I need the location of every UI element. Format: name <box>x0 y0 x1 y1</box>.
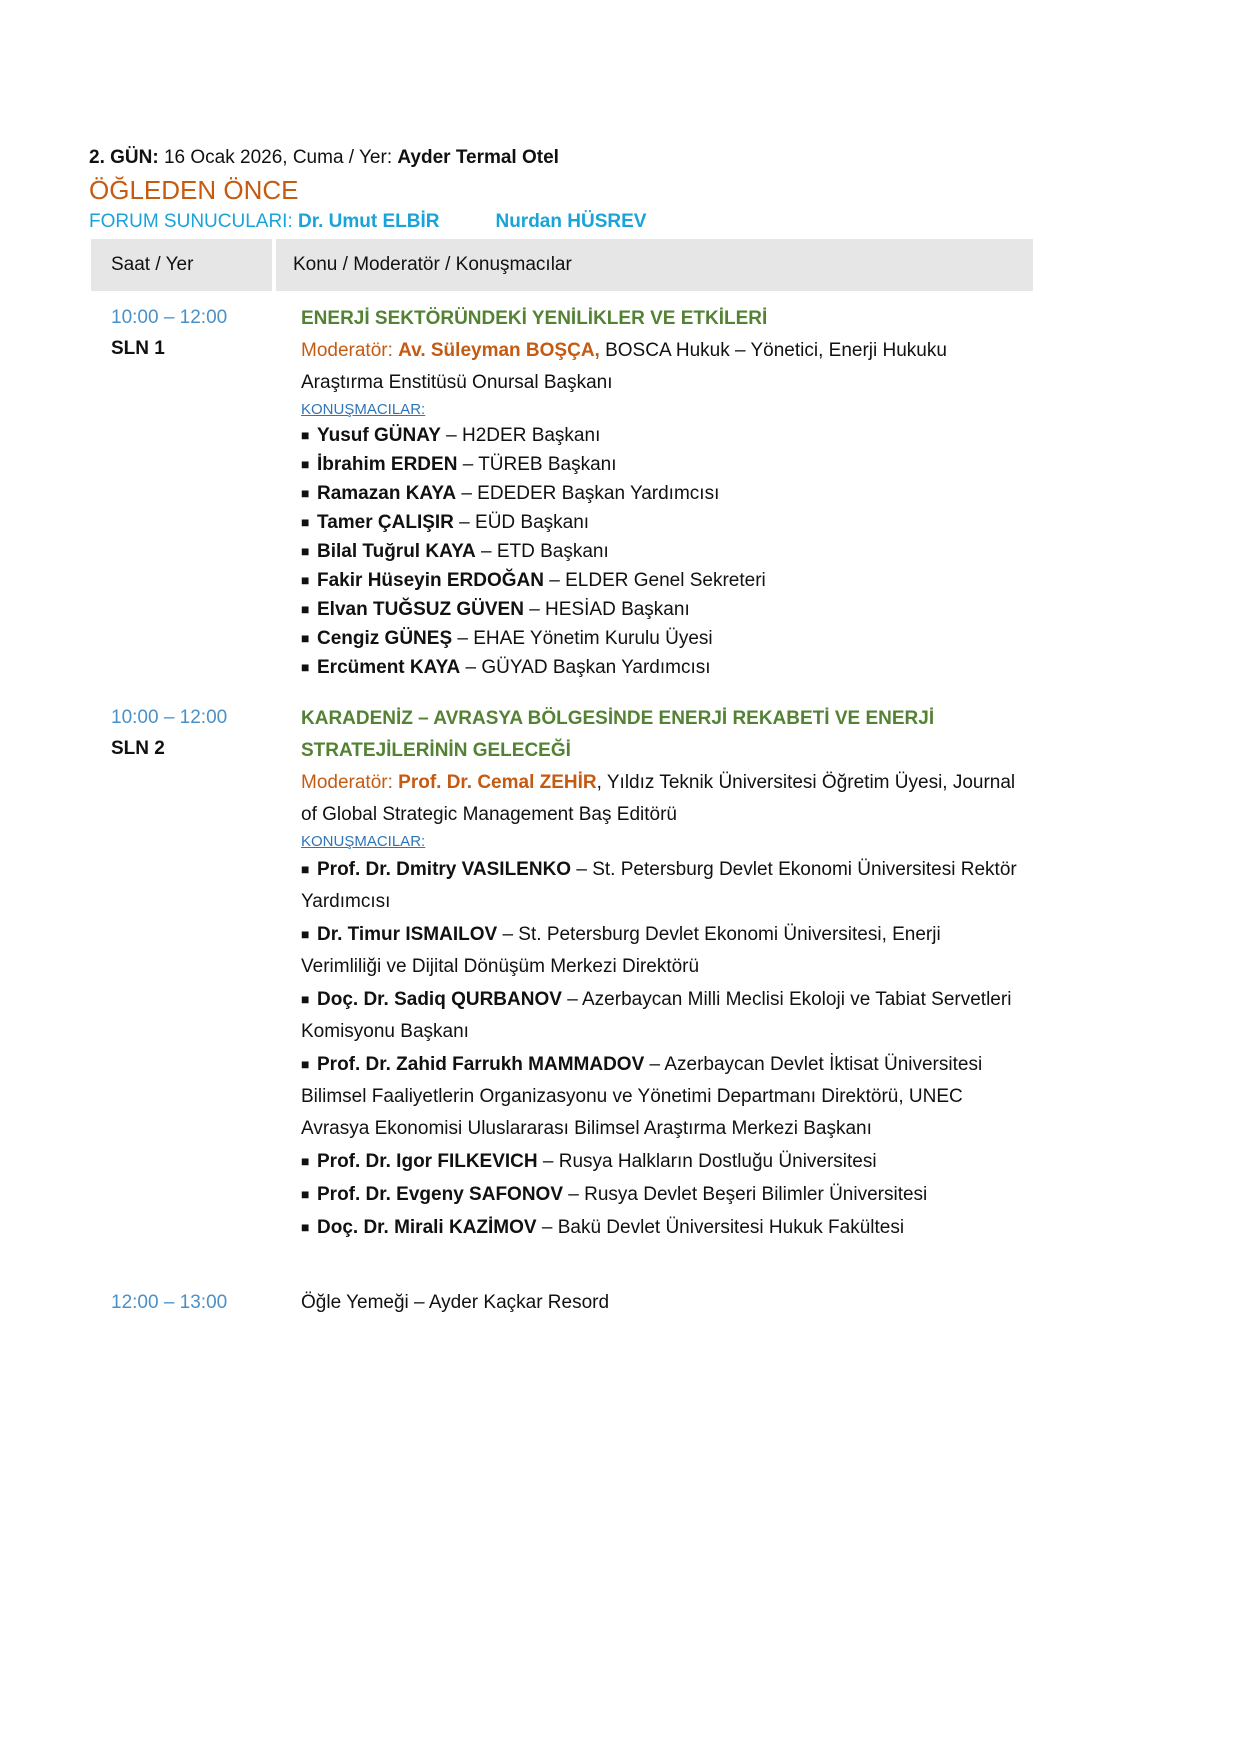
speaker-desc: – Azerbaycan Milli Meclisi Ekoloji ve Tabiat Servetleri Komisyonu Başkanı <box>301 989 1012 1042</box>
venue-name: Ayder Termal Otel <box>397 147 559 168</box>
square-bullet-icon: ■ <box>301 926 310 942</box>
session-time: 10:00 – 12:00 <box>111 707 228 728</box>
hosts-label: FORUM SUNUCULARI: <box>89 211 299 232</box>
speaker-item <box>301 653 1021 682</box>
day-label: 2. GÜN: <box>89 147 159 168</box>
speaker-item <box>301 1048 1021 1145</box>
speaker-name: Doç. Dr. Sadiq QURBANOV <box>317 989 562 1010</box>
speaker-item <box>301 1178 1021 1211</box>
speaker-desc: – Rusya Halkların Dostluğu Üniversitesi <box>537 1151 877 1172</box>
speaker-name: Prof. Dr. Dmitry VASILENKO <box>317 859 572 880</box>
time-column-header: Saat / Yer <box>91 239 276 291</box>
speaker-name: Tamer ÇALIŞIR <box>317 512 454 533</box>
lunch-time: 12:00 – 13:00 <box>111 1292 228 1313</box>
speaker-desc: – St. Petersburg Devlet Ekonomi Üniversitesi Rektör Yardımcısı <box>301 859 1017 912</box>
host-2: Nurdan HÜSREV <box>495 211 647 232</box>
moderator-desc: , Yıldız Teknik Üniversitesi Öğretim Üyesi, Journal of Global Strategic Management Baş Editörü <box>301 772 1016 825</box>
speakers-label: KONUŞMACILAR: <box>301 833 426 850</box>
moderator-name: Av. Süleyman BOŞÇA, <box>398 340 600 361</box>
square-bullet-icon: ■ <box>301 1153 310 1169</box>
speaker-name: Bilal Tuğrul KAYA <box>317 541 476 562</box>
speaker-name: Dr. Timur ISMAILOV <box>317 924 498 945</box>
session-topic-cell <box>301 703 1021 1244</box>
speaker-name: Ramazan KAYA <box>317 483 457 504</box>
speaker-desc: – GÜYAD Başkan Yardımcısı <box>460 657 711 678</box>
session-moderator <box>301 335 1021 399</box>
square-bullet-icon: ■ <box>301 1219 310 1235</box>
speaker-desc: – Bakü Devlet Üniversitesi Hukuk Fakültesi <box>536 1217 905 1238</box>
speaker-name: Fakir Hüseyin ERDOĞAN <box>317 570 544 591</box>
speaker-item <box>301 537 1021 566</box>
square-bullet-icon: ■ <box>301 485 310 501</box>
speaker-desc: – ETD Başkanı <box>475 541 609 562</box>
speaker-item <box>301 595 1021 624</box>
speaker-desc: – H2DER Başkanı <box>440 425 601 446</box>
speaker-item <box>301 479 1021 508</box>
speaker-name: Prof. Dr. Evgeny SAFONOV <box>317 1184 563 1205</box>
square-bullet-icon: ■ <box>301 456 310 472</box>
speaker-name: Yusuf GÜNAY <box>317 425 441 446</box>
lunch-topic-cell <box>301 1288 1021 1318</box>
speaker-name: İbrahim ERDEN <box>317 454 458 475</box>
speaker-name: Ercüment KAYA <box>317 657 461 678</box>
session-time-cell <box>111 703 281 765</box>
square-bullet-icon: ■ <box>301 630 310 646</box>
moderator-label: Moderatör: <box>301 772 399 793</box>
square-bullet-icon: ■ <box>301 427 310 443</box>
square-bullet-icon: ■ <box>301 1186 310 1202</box>
speaker-item <box>301 1145 1021 1178</box>
session-moderator <box>301 767 1021 831</box>
speaker-item <box>301 983 1021 1048</box>
speaker-item <box>301 918 1021 983</box>
topic-column-header: Konu / Moderatör / Konuşmacılar <box>276 239 1033 291</box>
speaker-desc: – ELDER Genel Sekreteri <box>544 570 766 591</box>
square-bullet-icon: ■ <box>301 543 310 559</box>
moderator-name: Prof. Dr. Cemal ZEHİR <box>398 772 597 793</box>
session-title: ENERJİ SEKTÖRÜNDEKİ YENİLİKLER VE ETKİLERİ <box>301 308 768 329</box>
day-date: 16 Ocak 2026, Cuma / Yer: <box>158 147 398 168</box>
speakers-label: KONUŞMACILAR: <box>301 401 426 418</box>
speaker-desc: – EÜD Başkanı <box>453 512 590 533</box>
speaker-desc: – St. Petersburg Devlet Ekonomi Üniversitesi, Enerji Verimliliği ve Dijital Dönüşüm Merkezi Direktörü <box>301 924 941 977</box>
host-1: Dr. Umut ELBİR <box>298 211 440 232</box>
square-bullet-icon: ■ <box>301 1056 310 1072</box>
moderator-desc: BOSCA Hukuk – Yönetici, Enerji Hukuku Araştırma Enstitüsü Onursal Başkanı <box>301 340 947 393</box>
speaker-desc: – EHAE Yönetim Kurulu Üyesi <box>452 628 713 649</box>
square-bullet-icon: ■ <box>301 601 310 617</box>
speaker-item <box>301 566 1021 595</box>
speaker-desc: – Azerbaycan Devlet İktisat Üniversitesi Bilimsel Faaliyetlerin Organizasyonu ve Yönetimi Departmanı Direktörü, UNEC Avrasya Ekonomisi Uluslararası Bilimsel Araştırma Merkezi Başkanı <box>301 1054 983 1139</box>
square-bullet-icon: ■ <box>301 572 310 588</box>
session-topic-cell <box>301 303 1021 682</box>
square-bullet-icon: ■ <box>301 659 310 675</box>
speaker-item <box>301 624 1021 653</box>
moderator-label: Moderatör: <box>301 340 399 361</box>
square-bullet-icon: ■ <box>301 861 310 877</box>
session-time: 10:00 – 12:00 <box>111 307 228 328</box>
speaker-item <box>301 421 1021 450</box>
speaker-desc: – HESİAD Başkanı <box>523 599 690 620</box>
speaker-name: Elvan TUĞSUZ GÜVEN <box>317 599 524 620</box>
speaker-item <box>301 853 1021 918</box>
day-header <box>89 146 559 170</box>
speaker-desc: – Rusya Devlet Beşeri Bilimler Üniversitesi <box>563 1184 928 1205</box>
speaker-name: Doç. Dr. Mirali KAZİMOV <box>317 1217 537 1238</box>
session-time-cell <box>111 303 281 365</box>
session-code: SLN 2 <box>111 738 165 759</box>
square-bullet-icon: ■ <box>301 991 310 1007</box>
speaker-name: Prof. Dr. Zahid Farrukh MAMMADOV <box>317 1054 645 1075</box>
table-header <box>91 239 1033 291</box>
square-bullet-icon: ■ <box>301 514 310 530</box>
speaker-item <box>301 1211 1021 1244</box>
speaker-name: Cengiz GÜNEŞ <box>317 628 453 649</box>
speaker-item <box>301 450 1021 479</box>
session-title: KARADENİZ – AVRASYA BÖLGESİNDE ENERJİ REKABETİ VE ENERJİ STRATEJİLERİNİN GELECEĞİ <box>301 708 935 761</box>
session-code: SLN 1 <box>111 338 165 359</box>
lunch-text: Öğle Yemeği – Ayder Kaçkar Resord <box>301 1292 610 1313</box>
forum-hosts <box>89 210 646 234</box>
speaker-name: Prof. Dr. Igor FILKEVICH <box>317 1151 538 1172</box>
lunch-time-cell <box>111 1288 281 1318</box>
section-title: ÖĞLEDEN ÖNCE <box>89 175 299 205</box>
speaker-desc: – TÜREB Başkanı <box>457 454 617 475</box>
speaker-desc: – EDEDER Başkan Yardımcısı <box>456 483 720 504</box>
speaker-item <box>301 508 1021 537</box>
